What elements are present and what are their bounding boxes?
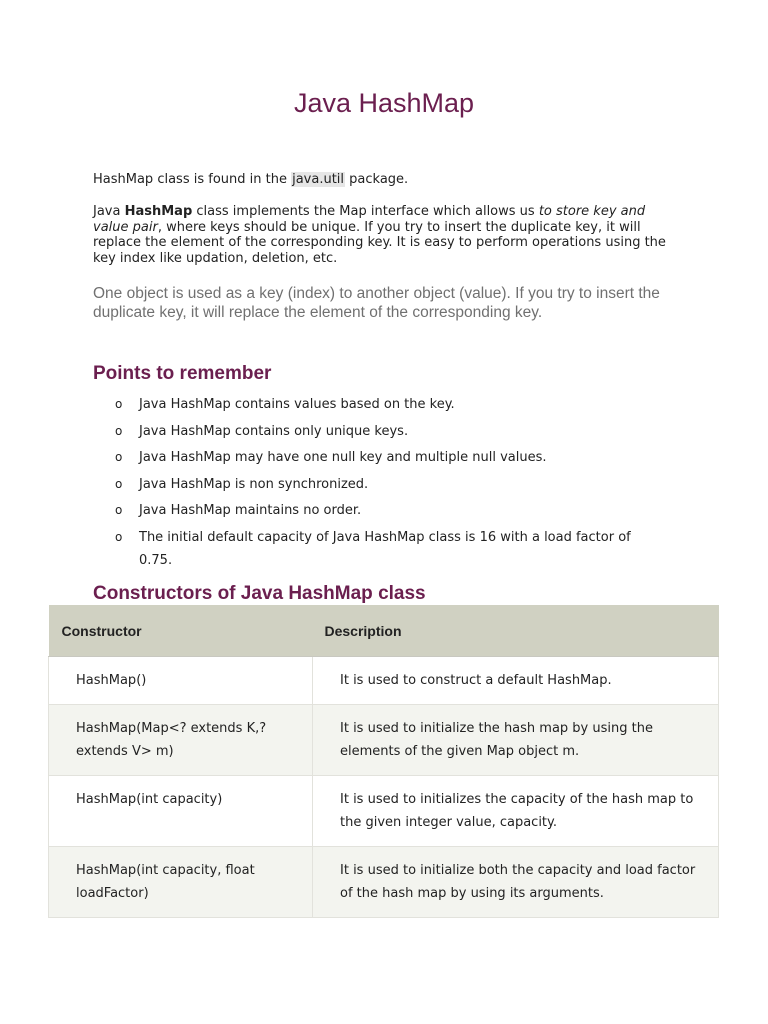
constructor-cell: HashMap(int capacity) xyxy=(49,776,313,847)
table-row xyxy=(49,847,719,918)
key-value-italic-term: to store key and value pair xyxy=(93,204,646,235)
list-item-text: Java HashMap contains only unique keys. xyxy=(139,423,409,439)
package-name-code: java.util xyxy=(292,172,345,187)
intro-p2-text-b: class implements the Map interface which allows us xyxy=(192,204,539,219)
column-header-description: Description xyxy=(313,605,719,657)
bullet-icon: o xyxy=(115,450,123,464)
description-cell: It is used to initialize both the capacity and load factor of the hash map by using its arguments. xyxy=(313,847,719,918)
intro-p1-text-pre: HashMap class is found in the xyxy=(93,172,292,187)
list-item-text: Java HashMap is non synchronized. xyxy=(139,476,369,492)
intro-paragraph-3: One object is used as a key (index) to another object (value). If you try to insert the duplicate key, it will replace the element of the corresponding key. xyxy=(93,285,660,321)
table-row xyxy=(49,776,719,847)
list-item xyxy=(0,420,659,443)
table-row xyxy=(49,657,719,705)
description-cell: It is used to initialize the hash map by using the elements of the given Map object m. xyxy=(313,705,719,776)
constructors-heading: Constructors of Java HashMap class xyxy=(93,583,426,604)
hashmap-bold-term: HashMap xyxy=(124,204,193,219)
page-title: Java HashMap xyxy=(293,88,475,118)
list-item xyxy=(0,393,659,416)
points-list xyxy=(0,393,768,575)
intro-p2-text-a: Java xyxy=(93,204,125,219)
list-item-text: Java HashMap maintains no order. xyxy=(139,503,362,518)
intro-p2-text-c: , where keys should be unique. If you try to insert the duplicate key, it will replace the element of the corresponding key. It is easy to perform operations using the key index like updation, deletion, etc. xyxy=(93,219,666,266)
bullet-icon: o xyxy=(115,423,123,438)
list-item xyxy=(0,446,659,469)
table-header-row xyxy=(49,605,719,657)
points-heading: Points to remember xyxy=(93,363,272,384)
description-cell: It is used to initializes the capacity of the hash map to the given integer value, capacity. xyxy=(313,776,719,847)
column-header-constructor: Constructor xyxy=(49,605,313,657)
intro-paragraph-2 xyxy=(93,204,678,266)
constructor-cell: HashMap(Map<? extends K,? extends V> m) xyxy=(49,705,313,776)
table-row xyxy=(49,705,719,776)
constructor-cell: HashMap(int capacity, float loadFactor) xyxy=(49,847,313,918)
list-item-text: The initial default capacity of Java HashMap class is 16 with a load factor of 0.75. xyxy=(139,529,631,568)
list-item xyxy=(0,473,659,496)
intro-p1-text-post: package. xyxy=(345,172,409,187)
intro-paragraph-1 xyxy=(93,172,678,188)
constructor-cell: HashMap() xyxy=(49,657,313,705)
bullet-icon: o xyxy=(115,503,123,517)
list-item-text: Java HashMap contains values based on the key. xyxy=(139,397,455,412)
bullet-icon: o xyxy=(115,397,123,411)
bullet-icon: o xyxy=(115,476,123,491)
bullet-icon: o xyxy=(115,529,123,544)
description-cell: It is used to construct a default HashMap. xyxy=(313,657,719,705)
list-item xyxy=(0,526,659,572)
list-item-text: Java HashMap may have one null key and multiple null values. xyxy=(139,450,547,465)
constructors-table xyxy=(48,605,719,918)
list-item xyxy=(0,499,659,522)
